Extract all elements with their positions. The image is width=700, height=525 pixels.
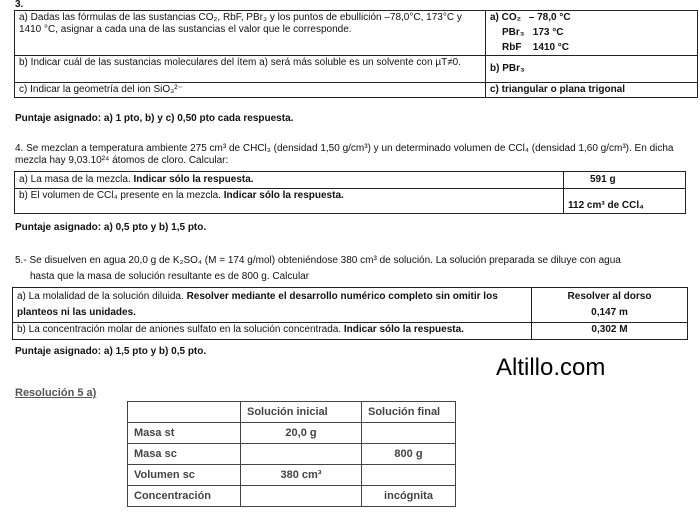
q5-a-answer-value: 0,147 m — [591, 307, 628, 318]
answer-value: 173 °C — [532, 27, 564, 38]
q4-b-question — [15, 189, 564, 214]
q3-a-answer — [486, 11, 698, 56]
answer-formula: PBr₃ — [502, 27, 525, 38]
table-cell — [362, 423, 456, 444]
table-row — [13, 323, 688, 340]
q4-table — [14, 171, 686, 214]
q5-b-question — [13, 323, 532, 340]
q5-text-line1: 5.- Se disuelven en agua 20,0 g de K₂SO₄ (M = 174 g/mol) obteniéndose 380 cm³ de solución. La solución preparada se diluye con agua — [15, 255, 621, 266]
q5-b-instruction: Indicar sólo la respuesta. — [343, 324, 464, 335]
q5-a-text: a) La molalidad de la solución diluida. — [17, 291, 184, 302]
q4-a-instruction: Indicar sólo la respuesta. — [133, 174, 254, 185]
table-row — [13, 288, 688, 323]
table-cell: Masa st — [128, 423, 241, 444]
table-row — [128, 423, 456, 444]
table-cell: Masa sc — [128, 444, 241, 465]
table-row — [128, 465, 456, 486]
q3-puntaje: Puntaje asignado: a) 1 pto, b) y c) 0,50 pto cada respuesta. — [15, 113, 294, 124]
q3-number: 3. — [15, 0, 24, 10]
table-cell: 800 g — [362, 444, 456, 465]
q5-a-instruction: Resolver mediante el desarrollo numérico completo sin omitir los planteos ni las unidades. — [17, 291, 498, 318]
q3-table — [14, 10, 698, 98]
table-row — [15, 189, 686, 214]
q3-c-answer: c) triangular o plana trigonal — [486, 83, 698, 98]
table-cell — [241, 486, 362, 507]
site-logo: Altillo.com — [496, 354, 606, 381]
q4-a-text: a) La masa de la mezcla. — [19, 174, 131, 185]
q5-a-question — [13, 288, 532, 323]
table-cell: 380 cm³ — [241, 465, 362, 486]
q4-a-answer: 591 g — [564, 172, 686, 189]
table-row — [128, 402, 456, 423]
answer-formula: RbF — [502, 42, 522, 53]
q4-text: 4. Se mezclan a temperatura ambiente 275 cm³ de CHCl₃ (densidad 1,50 g/cm³) y un determinado volumen de CCl₄ (densidad 1,60 g/cm³). En dicha mezcla hay 9,03.10²⁴ átomos de cloro. Calcular: — [15, 143, 674, 166]
q4-b-answer: 112 cm³ de CCl₄ — [564, 189, 686, 214]
answer-value: 1410 °C — [532, 42, 570, 53]
q5-text-line2: hasta que la masa de solución resultante es de 800 g. Calcular — [30, 271, 310, 282]
q4-b-text: b) El volumen de CCl₄ presente en la mezcla. — [19, 190, 221, 201]
table-cell: Volumen sc — [128, 465, 241, 486]
q4-b-instruction: Indicar sólo la respuesta. — [223, 190, 344, 201]
table-cell: incógnita — [362, 486, 456, 507]
q4-a-question — [15, 172, 564, 189]
q5-a-answer — [532, 288, 688, 323]
q3-c-question: c) Indicar la geometría del ion SiO₃²⁻ — [15, 83, 486, 98]
table-header: Solución final — [362, 402, 456, 423]
q5-table — [12, 287, 688, 340]
q5-puntaje: Puntaje asignado: a) 1,5 pto y b) 0,5 pto. — [15, 346, 207, 357]
table-row — [128, 444, 456, 465]
q5-b-text: b) La concentración molar de aniones sulfato en la solución concentrada. — [17, 324, 342, 335]
table-header — [128, 402, 241, 423]
table-row — [15, 56, 698, 83]
q4-puntaje: Puntaje asignado: a) 0,5 pto y b) 1,5 pto. — [15, 222, 207, 233]
table-row — [128, 486, 456, 507]
answer-value: – 78,0 °C — [528, 12, 571, 23]
q5-b-answer: 0,302 M — [532, 323, 688, 340]
table-cell: Concentración — [128, 486, 241, 507]
q3-a-question: a) Dadas las fórmulas de las sustancias CO₂, RbF, PBr₃ y los puntos de ebullición –78,0°C, 173°C y 1410 °C, asignar a cada una de las sustancias el valor que le corresponde. — [15, 11, 486, 56]
table-row — [15, 83, 698, 98]
table-row — [15, 11, 698, 56]
q3-b-question: b) Indicar cuál de las sustancias moleculares del ítem a) será más soluble es un solvente con µT≠0. — [15, 56, 486, 83]
q3-b-answer: b) PBr₃ — [486, 56, 698, 83]
resolution-table — [127, 401, 456, 507]
table-header: Solución inicial — [241, 402, 362, 423]
table-cell — [241, 444, 362, 465]
answer-formula: a) CO₂ — [490, 12, 522, 23]
table-cell — [362, 465, 456, 486]
q5-a-answer-note: Resolver al dorso — [567, 291, 652, 302]
table-row — [15, 172, 686, 189]
table-cell: 20,0 g — [241, 423, 362, 444]
resolution-title: Resolución 5 a) — [15, 387, 97, 399]
